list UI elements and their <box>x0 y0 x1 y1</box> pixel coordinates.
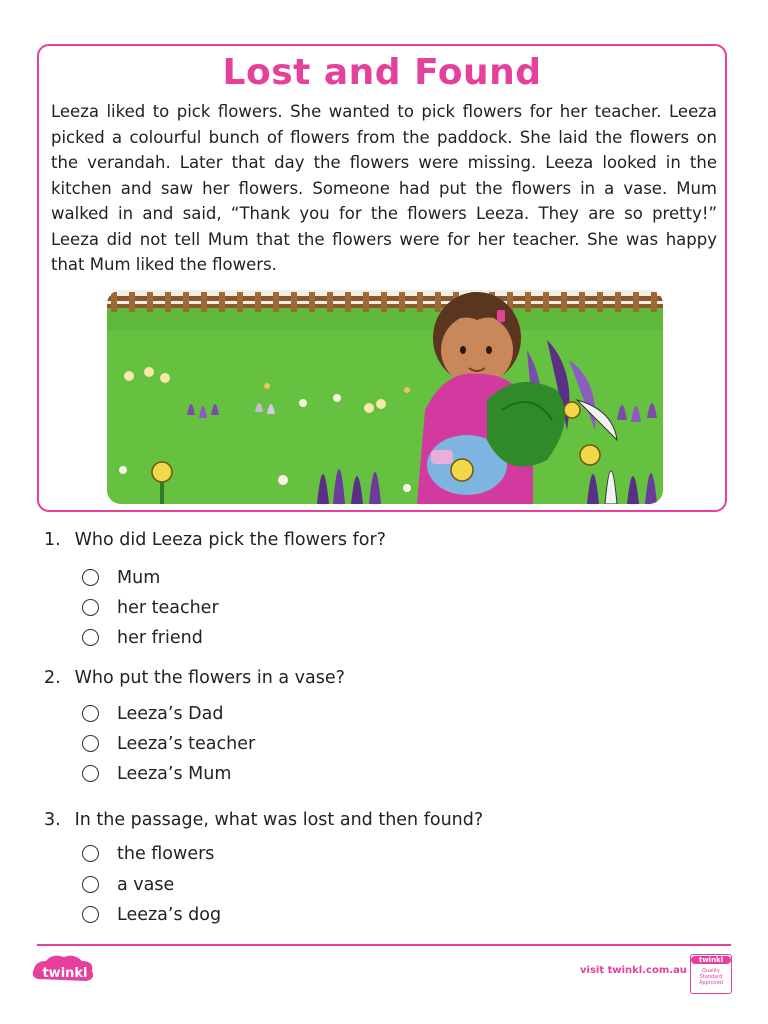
reading-passage: Leeza liked to pick flowers. She wanted to pick flowers for her teacher. Leeza picked a colourful bunch of flowers from the paddock. She laid the flowers on the verandah. Later that day the flowers were missing. Leeza looked in the kitchen and saw her flowers. Someone had put the flowers in a vase. Mum walked in and said, “Thank you for the flowers Leeza. They are so pretty!” Leeza did not tell Mum that the flowers were for her teacher. She was happy that Mum liked the flowers. <box>51 102 717 274</box>
question-text: Who did Leeza pick the flowers for? <box>74 530 386 550</box>
option-label: her friend <box>117 628 203 648</box>
option-q3-a[interactable] <box>82 844 214 864</box>
radio-button[interactable] <box>82 906 99 923</box>
radio-button[interactable] <box>82 629 99 646</box>
question-number: 3. <box>44 810 61 830</box>
badge-title: twinkl <box>691 956 731 964</box>
option-label: Leeza’s dog <box>117 905 222 925</box>
question-2 <box>44 668 345 688</box>
story-illustration <box>107 290 663 504</box>
radio-button[interactable] <box>82 876 99 893</box>
option-q1-b[interactable] <box>82 598 219 618</box>
option-q2-a[interactable] <box>82 704 223 724</box>
twinkl-logo[interactable] <box>30 955 100 989</box>
option-label: a vase <box>117 875 175 895</box>
option-q2-b[interactable] <box>82 734 255 754</box>
illustration-garden-scene <box>107 290 663 504</box>
option-label: the flowers <box>117 844 215 864</box>
option-q3-b[interactable] <box>82 875 174 895</box>
option-q1-c[interactable] <box>82 628 203 648</box>
question-number: 1. <box>44 530 61 550</box>
radio-button[interactable] <box>82 705 99 722</box>
footer-divider <box>37 944 731 946</box>
radio-button[interactable] <box>82 765 99 782</box>
question-1 <box>44 530 386 550</box>
question-text: In the passage, what was lost and then found? <box>74 810 484 830</box>
option-label: Leeza’s Mum <box>117 764 232 784</box>
story-box <box>37 44 727 512</box>
question-3 <box>44 810 483 830</box>
badge-subtitle: Quality Standard Approved <box>699 968 723 986</box>
option-label: Leeza’s teacher <box>117 734 256 754</box>
page-title: Lost and Found <box>222 52 542 93</box>
question-number: 2. <box>44 668 61 688</box>
option-label: her teacher <box>117 598 219 618</box>
radio-button[interactable] <box>82 735 99 752</box>
quality-badge <box>690 954 732 994</box>
question-text: Who put the flowers in a vase? <box>74 668 345 688</box>
option-label: Leeza’s Dad <box>117 704 224 724</box>
radio-button[interactable] <box>82 569 99 586</box>
option-q3-c[interactable] <box>82 905 221 925</box>
option-q1-a[interactable] <box>82 568 160 588</box>
radio-button[interactable] <box>82 845 99 862</box>
option-q2-c[interactable] <box>82 764 231 784</box>
footer-website-link[interactable]: visit twinkl.com.au <box>580 965 687 976</box>
option-label: Mum <box>117 568 161 588</box>
logo-text: twinkl <box>42 966 88 981</box>
radio-button[interactable] <box>82 599 99 616</box>
